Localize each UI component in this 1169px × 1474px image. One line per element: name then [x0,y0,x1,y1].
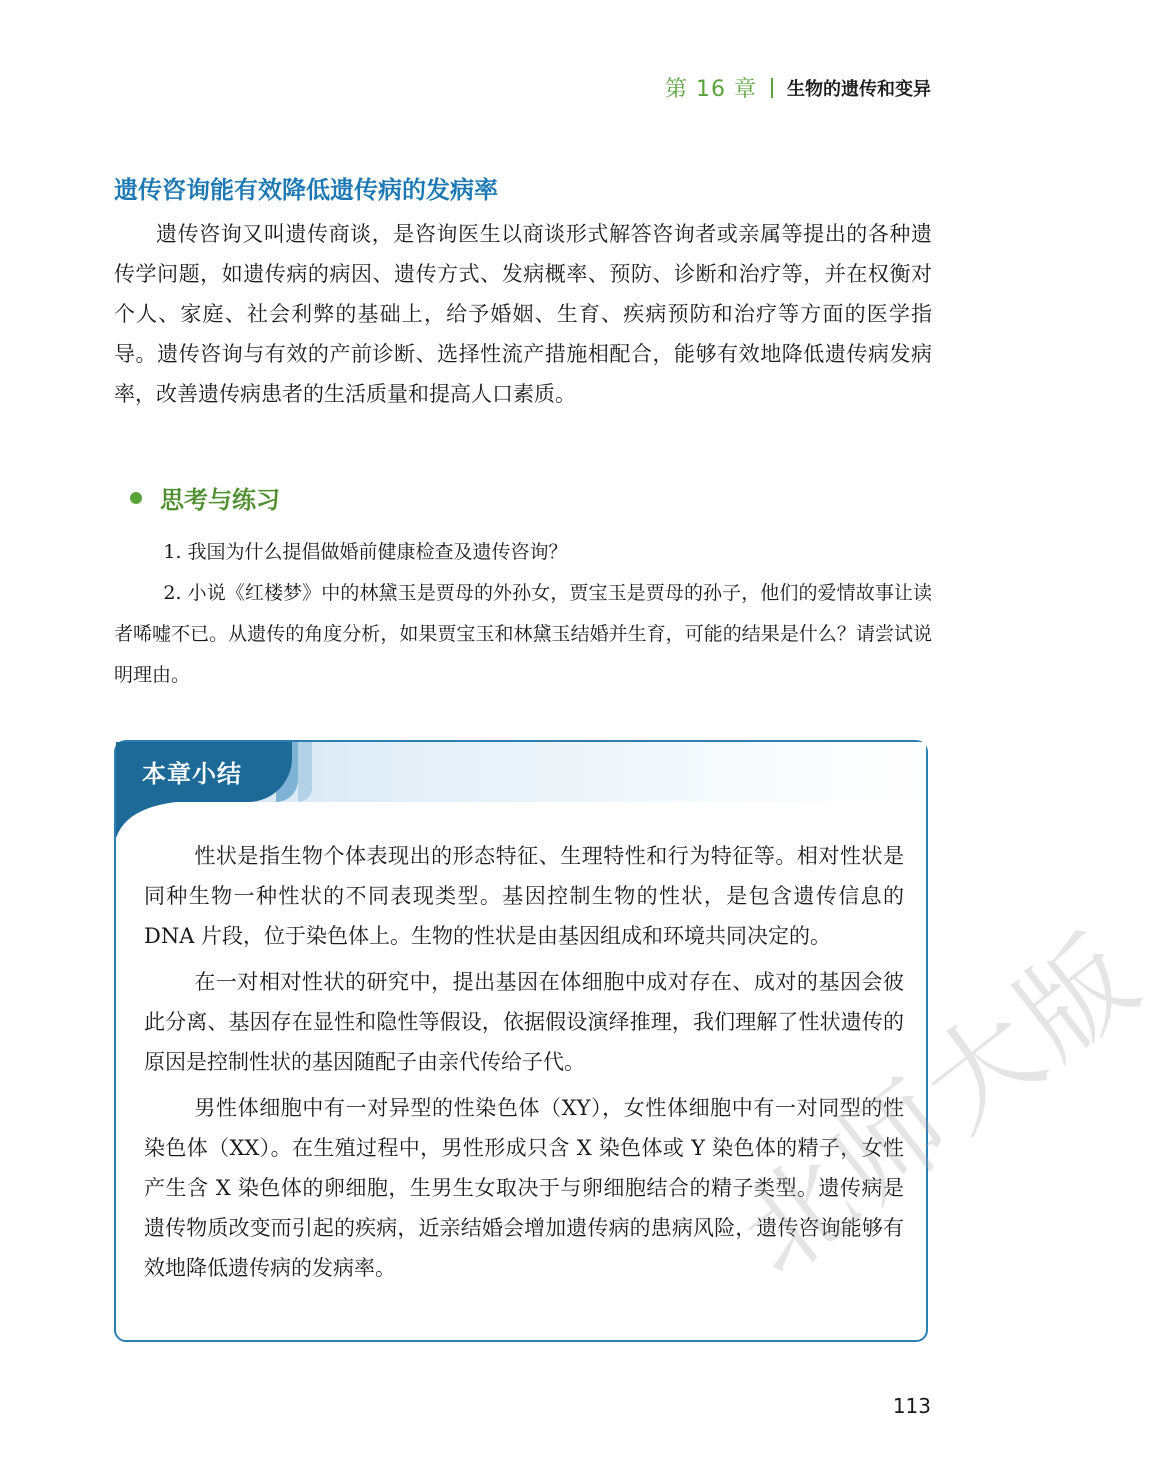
summary-paragraph: 性状是指生物个体表现出的形态特征、生理特性和行为特征等。相对性状是同种生物一种性状的不同表现类型。基因控制生物的性状，是包含遗传信息的 DNA 片段，位于染色体上。生物的性状是由基因组成和环境共同决定的。 [144,844,904,948]
bullet-dot-icon [130,492,142,504]
chapter-title: 生物的遗传和变异 [787,78,931,100]
summary-tab-curve [116,798,236,838]
exercise-title: 思考与练习 [160,485,280,514]
chapter-summary-box [114,740,928,1342]
section-title: 遗传咨询能有效降低遗传病的发病率 [114,176,498,204]
section-body [114,214,932,414]
watermark: 北师大版 [714,908,1166,1300]
summary-title: 本章小结 [142,759,242,788]
exercise-item: 1. 我国为什么提倡做婚前健康检查及遗传咨询？ [163,541,568,563]
exercise-item: 2. 小说《红楼梦》中的林黛玉是贾母的外孙女，贾宝玉是贾母的孙子，他们的爱情故事让读者唏嘘不已。从遗传的角度分析，如果贾宝玉和林黛玉结婚并生育，可能的结果是什么？请尝试说明理由。 [114,582,932,686]
exercise-heading [130,480,280,515]
summary-body [144,836,904,1294]
chapter-number: 第 16 章 [665,77,757,102]
header-divider [771,78,773,98]
summary-paragraph: 在一对相对性状的研究中，提出基因在体细胞中成对存在、成对的基因会彼此分离、基因存在显性和隐性等假设，依据假设演绎推理，我们理解了性状遗传的原因是控制性状的基因随配子由亲代传给子代。 [144,970,904,1074]
summary-tab-stripe [298,742,312,802]
section-paragraph: 遗传咨询又叫遗传商谈，是咨询医生以商谈形式解答咨询者或亲属等提出的各种遗传学问题，如遗传病的病因、遗传方式、发病概率、预防、诊断和治疗等，并在权衡对个人、家庭、社会利弊的基础上，给予婚姻、生育、疾病预防和治疗等方面的医学指导。遗传咨询与有效的产前诊断、选择性流产措施相配合，能够有效地降低遗传病发病率，改善遗传病患者的生活质量和提高人口素质。 [114,222,932,406]
summary-paragraph: 男性体细胞中有一对异型的性染色体（XY），女性体细胞中有一对同型的性染色体（XX）。在生殖过程中，男性形成只含 X 染色体或 Y 染色体的精子，女性产生含 X 染色体的卵细胞，生男生女取决于与卵细胞结合的精子类型。遗传病是遗传物质改变而引起的疾病，近亲结婚会增加遗传病的患病风险，遗传咨询能够有效地降低遗传病的发病率。 [144,1096,904,1280]
page-number: 113 [892,1394,931,1418]
exercise-list [114,532,932,696]
running-header [665,72,931,103]
